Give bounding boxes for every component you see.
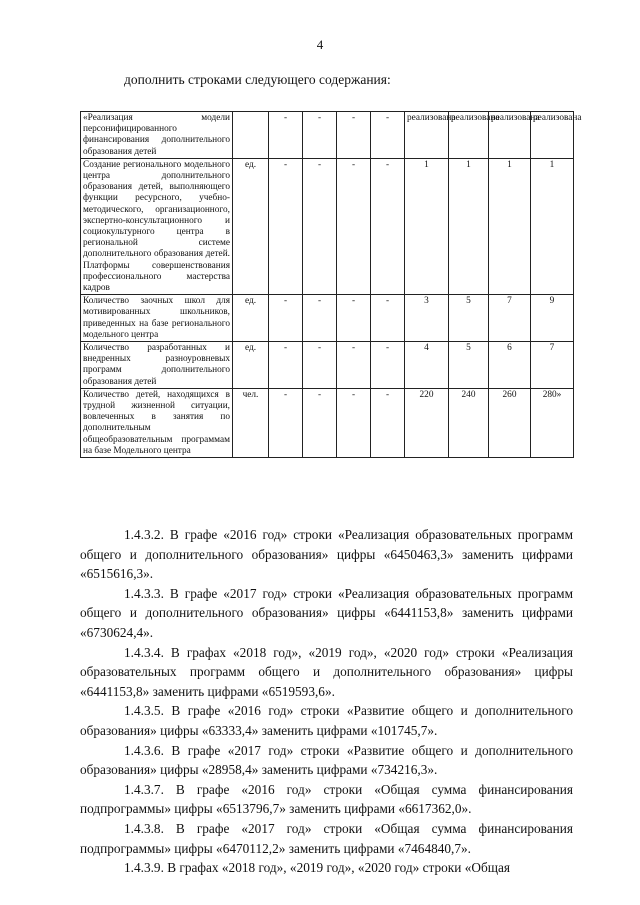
table-cell: 220 xyxy=(405,388,449,457)
table-cell: 260 xyxy=(489,388,531,457)
table-cell: - xyxy=(303,112,337,159)
table-row xyxy=(81,158,574,294)
table-cell: - xyxy=(269,388,303,457)
paragraph: 1.4.3.8. В графе «2017 год» строки «Общая сумма финансирования подпрограммы» цифры «6470112,2» заменить цифрами «7464840,7». xyxy=(80,820,573,856)
row-unit xyxy=(233,112,269,159)
table-cell: 1 xyxy=(405,158,449,294)
table-cell: реализована xyxy=(489,112,531,159)
table-cell: - xyxy=(371,342,405,389)
paragraph: 1.4.3.7. В графе «2016 год» строки «Общая сумма финансирования подпрограммы» цифры «6513796,7» заменить цифрами «6617362,0». xyxy=(80,781,573,817)
paragraph: 1.4.3.5. В графе «2016 год» строки «Развитие общего и дополнительного образования» цифры «63333,4» заменить цифрами «101745,7». xyxy=(80,703,573,738)
amendment-paragraphs xyxy=(80,525,573,878)
paragraph: 1.4.3.2. В графе «2016 год» строки «Реализация образовательных программ общего и дополнительного образования» цифры «6450463,3» заменить цифрами «6515616,3». xyxy=(80,527,573,582)
intro-text: дополнить строками следующего содержания: xyxy=(124,72,391,87)
paragraph: 1.4.3.9. В графах «2018 год», «2019 год», «2020 год» строки «Общая xyxy=(124,860,510,876)
table-row xyxy=(81,342,574,389)
table-cell: реализована xyxy=(531,112,574,159)
table-cell: - xyxy=(337,295,371,342)
table-cell: 7 xyxy=(489,295,531,342)
table-cell: 6 xyxy=(489,342,531,389)
row-name: Количество заочных школ для мотивированных школьников, приведенных на базе регионального модельного центра xyxy=(81,295,233,342)
table-cell: 5 xyxy=(449,342,489,389)
table-cell: 1 xyxy=(489,158,531,294)
table-cell: реализована xyxy=(449,112,489,159)
table-cell: - xyxy=(337,158,371,294)
indicators-table xyxy=(80,111,582,458)
row-unit: ед. xyxy=(233,342,269,389)
table-cell: - xyxy=(269,158,303,294)
row-name: Количество детей, находящихся в трудной жизненной ситуации, вовлеченных в занятия по дополнительным общеобразовательным программам на базе Модельного центра xyxy=(81,388,233,457)
row-name: Создание регионального модельного центра дополнительного образования детей, выполняющего функции ресурсного, учебно-методического, организационного, экспертно-консультационного и социокультурного центра в региональной системе дополнительного образования детей. Платформы совершенствования профессионального мастерства кадров xyxy=(81,158,233,294)
table-cell: 3 xyxy=(405,295,449,342)
paragraph: 1.4.3.3. В графе «2017 год» строки «Реализация образовательных программ общего и дополнительного образования» цифры «6441153,8» заменить цифрами «6730624,4». xyxy=(80,585,573,640)
table-cell: 5 xyxy=(449,295,489,342)
table-cell: - xyxy=(371,112,405,159)
table-cell: - xyxy=(303,295,337,342)
row-unit: чел. xyxy=(233,388,269,457)
row-unit: ед. xyxy=(233,158,269,294)
table-cell: - xyxy=(337,388,371,457)
table-cell: - xyxy=(371,295,405,342)
table-cell: 280» xyxy=(531,388,574,457)
table-row xyxy=(81,112,574,159)
table-row xyxy=(81,388,574,457)
table-cell: - xyxy=(303,342,337,389)
paragraph: 1.4.3.6. В графе «2017 год» строки «Развитие общего и дополнительного образования» цифры «28958,4» заменить цифрами «734216,3». xyxy=(80,742,573,778)
table-cell: реализована xyxy=(405,112,449,159)
table-cell: 1 xyxy=(531,158,574,294)
row-unit: ед. xyxy=(233,295,269,342)
table-cell: - xyxy=(303,158,337,294)
row-name: «Реализация модели персонифицированного финансирования дополнительного образования детей xyxy=(81,112,233,159)
table-cell: 7 xyxy=(531,342,574,389)
table-cell: - xyxy=(337,342,371,389)
table-cell: - xyxy=(269,342,303,389)
table-cell: - xyxy=(337,112,371,159)
table-cell: 9 xyxy=(531,295,574,342)
row-name: Количество разработанных и внедренных разноуровневых программ дополнительного образования детей xyxy=(81,342,233,389)
table-cell: 240 xyxy=(449,388,489,457)
table-cell: 1 xyxy=(449,158,489,294)
table-cell: - xyxy=(303,388,337,457)
table-cell: - xyxy=(371,388,405,457)
page-number: 4 xyxy=(316,37,324,52)
paragraph: 1.4.3.4. В графах «2018 год», «2019 год», «2020 год» строки «Реализация образовательных программ общего и дополнительного образования» цифры «6441153,8» заменить цифрами «6519593,6». xyxy=(80,644,573,699)
table-cell: 4 xyxy=(405,342,449,389)
table-cell: - xyxy=(371,158,405,294)
table-cell: - xyxy=(269,295,303,342)
table-cell: - xyxy=(269,112,303,159)
table-row xyxy=(81,295,574,342)
